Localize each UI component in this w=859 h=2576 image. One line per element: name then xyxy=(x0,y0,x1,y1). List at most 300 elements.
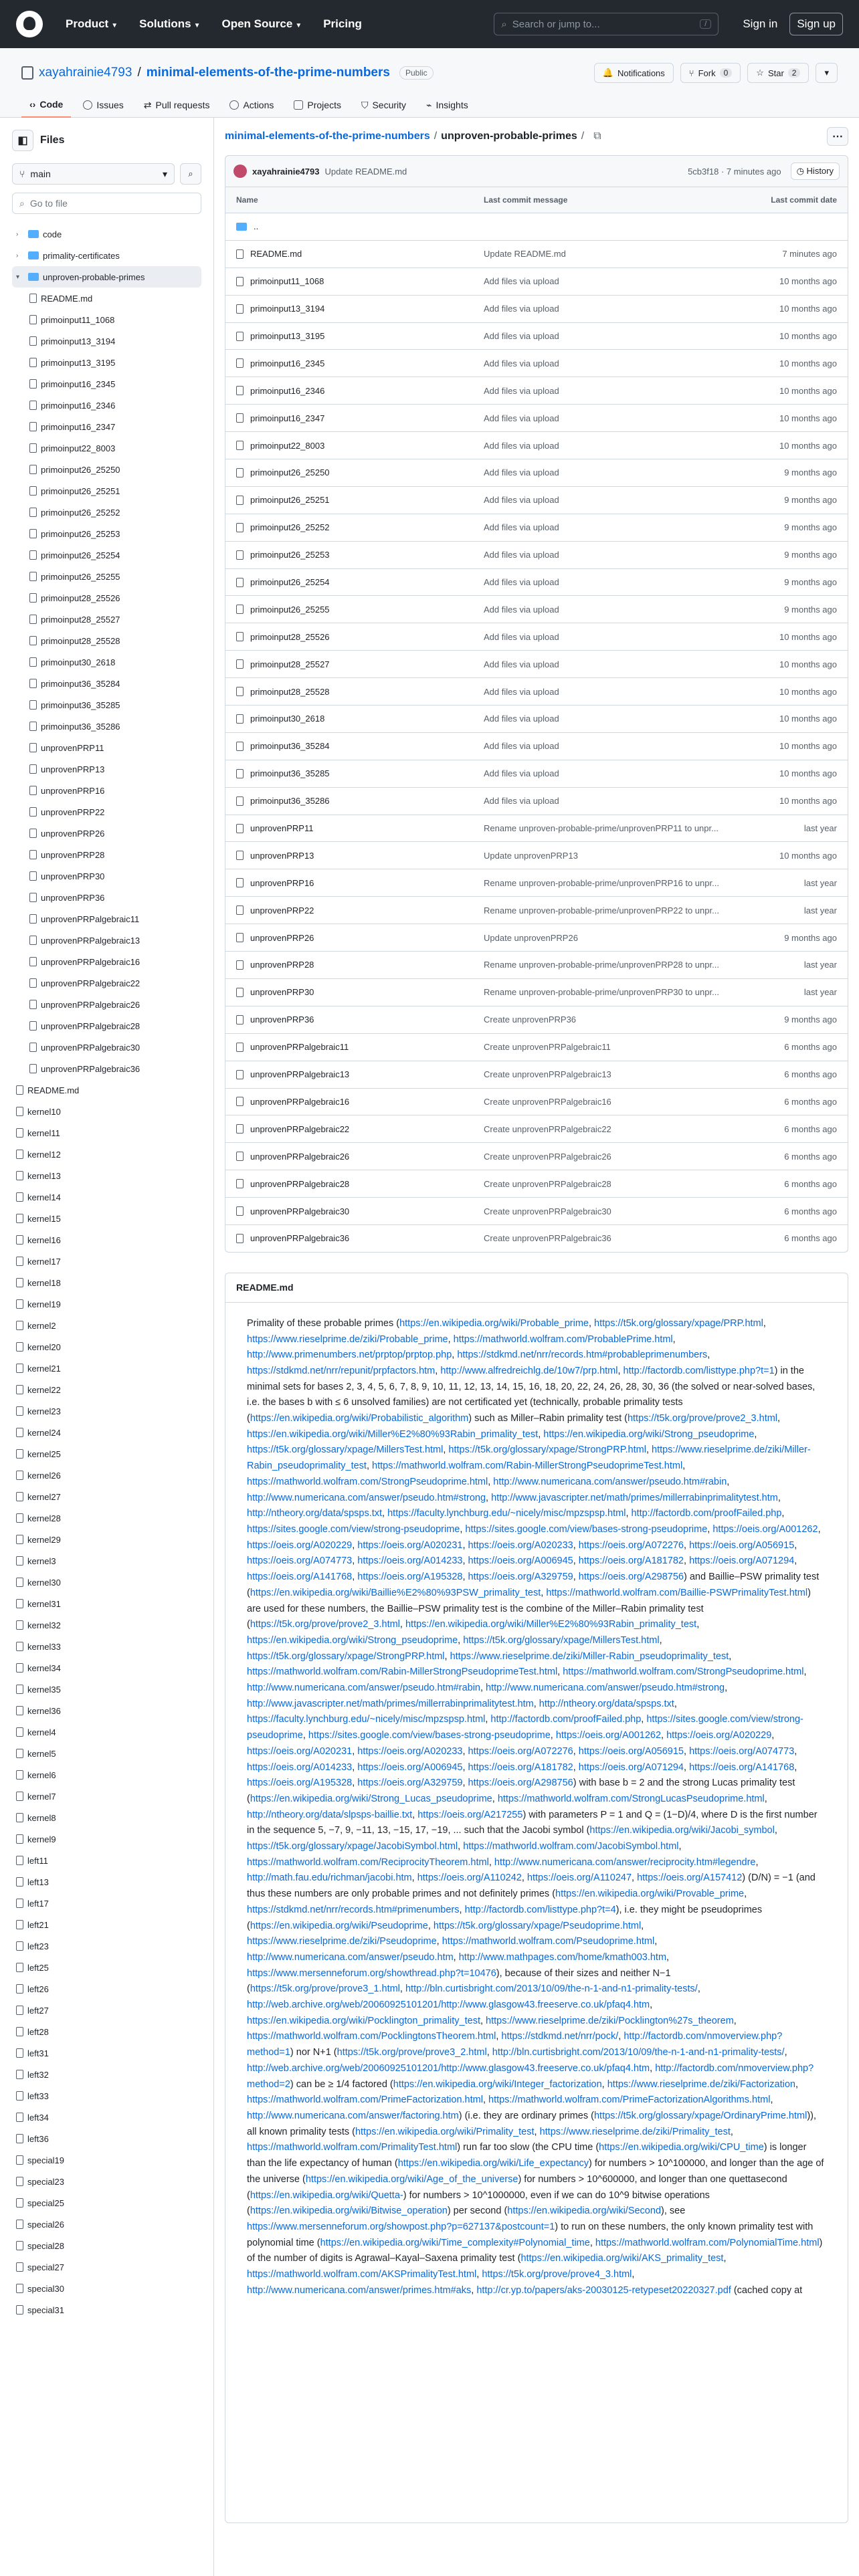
commit-message-cell[interactable]: Rename unproven-probable-prime/unprovenPRP11 to unpr... xyxy=(484,823,719,834)
readme-link[interactable]: https://en.wikipedia.org/wiki/Miller%E2%80%93Rabin_primality_test xyxy=(247,1428,539,1440)
readme-link[interactable]: https://oeis.org/A217255 xyxy=(417,1809,523,1820)
commit-message-cell[interactable]: Create unprovenPRPalgebraic13 xyxy=(484,1069,611,1080)
readme-link[interactable]: https://faculty.lynchburg.edu/~nicely/misc/mpzspsp.html xyxy=(387,1508,626,1519)
table-row[interactable] xyxy=(225,1088,848,1115)
commit-message-cell[interactable]: Create unprovenPRPalgebraic16 xyxy=(484,1096,611,1107)
tree-file[interactable] xyxy=(12,502,201,523)
table-row[interactable] xyxy=(225,349,848,377)
tree-file[interactable] xyxy=(12,566,201,587)
table-row[interactable] xyxy=(225,1170,848,1197)
readme-link[interactable]: https://t5k.org/glossary/xpage/StrongPRP.html xyxy=(247,1650,445,1662)
tree-file[interactable] xyxy=(12,1015,201,1037)
github-logo-icon[interactable] xyxy=(16,11,43,37)
readme-link[interactable]: http://factordb.com/proofFailed.php xyxy=(490,1714,642,1725)
readme-link[interactable]: https://en.wikipedia.org/wiki/Time_complexity#Polynomial_time xyxy=(320,2237,590,2248)
table-row[interactable] xyxy=(225,1115,848,1142)
tree-file[interactable] xyxy=(12,865,201,887)
tree-file[interactable] xyxy=(12,2256,201,2278)
commit-message-cell[interactable]: Update unprovenPRP13 xyxy=(484,850,578,861)
readme-link[interactable]: https://oeis.org/A001262 xyxy=(555,1730,662,1741)
readme-link[interactable]: https://t5k.org/prove/prove2_3.html xyxy=(627,1413,778,1424)
tree-file[interactable] xyxy=(12,1465,201,1486)
commit-message-cell[interactable]: Rename unproven-probable-prime/unprovenPRP30 to unpr... xyxy=(484,987,719,998)
file-name-link[interactable]: unprovenPRPalgebraic36 xyxy=(250,1233,350,1244)
table-row[interactable] xyxy=(225,1224,848,1252)
tree-file[interactable] xyxy=(12,1208,201,1229)
readme-link[interactable]: https://mathworld.wolfram.com/PrimeFactorizationAlgorithms.html xyxy=(488,2095,771,2106)
readme-link[interactable]: http://www.numericana.com/answer/pseudo.htm#rabin xyxy=(247,1683,480,1694)
tree-file[interactable] xyxy=(12,1058,201,1079)
readme-link[interactable]: https://oeis.org/A056915 xyxy=(578,1745,684,1757)
tree-file[interactable] xyxy=(12,1443,201,1465)
table-row[interactable] xyxy=(225,377,848,404)
file-name-link[interactable]: primoinput36_35284 xyxy=(250,741,330,752)
readme-link[interactable]: https://mathworld.wolfram.com/JacobiSymbol.html xyxy=(463,1841,679,1852)
readme-link[interactable]: https://mathworld.wolfram.com/Rabin-MillerStrongPseudoprimeTest.html xyxy=(372,1461,683,1472)
readme-link[interactable]: http://www.numericana.com/answer/reciprocity.htm#legendre xyxy=(494,1856,756,1868)
readme-link[interactable]: https://oeis.org/A141768 xyxy=(689,1761,795,1773)
tree-file[interactable] xyxy=(12,1700,201,1721)
file-name-link[interactable]: primoinput26_25252 xyxy=(250,522,330,533)
table-row[interactable] xyxy=(225,623,848,650)
tree-file[interactable] xyxy=(12,1636,201,1657)
readme-link[interactable]: https://en.wikipedia.org/wiki/Baillie%E2%80%93PSW_primality_test xyxy=(250,1587,541,1598)
commit-hash[interactable]: 5cb3f18 xyxy=(688,166,719,177)
tree-file[interactable] xyxy=(12,1828,201,1850)
tree-file[interactable] xyxy=(12,994,201,1015)
avatar[interactable] xyxy=(233,165,247,178)
tree-file[interactable] xyxy=(12,544,201,566)
readme-link[interactable]: http://www.alfredreichlg.de/10w7/prp.html xyxy=(440,1365,618,1376)
readme-link[interactable]: https://oeis.org/A020233 xyxy=(468,1539,573,1551)
readme-link[interactable]: https://oeis.org/A020231 xyxy=(247,1745,353,1757)
file-name-link[interactable]: primoinput26_25255 xyxy=(250,604,330,615)
readme-link[interactable]: https://en.wikipedia.org/wiki/Probabilistic_algorithm xyxy=(250,1413,469,1424)
tree-file[interactable] xyxy=(12,1764,201,1786)
tree-file[interactable] xyxy=(12,1079,201,1101)
commit-message-cell[interactable]: Add files via upload xyxy=(484,631,559,642)
file-name-link[interactable]: unprovenPRPalgebraic26 xyxy=(250,1151,350,1162)
file-name-link[interactable]: unprovenPRP11 xyxy=(250,823,314,834)
readme-link[interactable]: http://www.javascripter.net/math/primes/millerrabinprimalitytest.htm xyxy=(247,1698,534,1709)
file-name-link[interactable]: primoinput30_2618 xyxy=(250,714,325,724)
readme-link[interactable]: https://oeis.org/A110242 xyxy=(417,1872,522,1884)
tree-file[interactable] xyxy=(12,2299,201,2321)
tree-file[interactable] xyxy=(12,373,201,395)
nav-product[interactable]: Product ▼ xyxy=(66,17,118,30)
tree-file[interactable] xyxy=(12,2107,201,2128)
table-row[interactable] xyxy=(225,978,848,1006)
chevron-right-icon[interactable]: › xyxy=(16,251,19,259)
table-row[interactable] xyxy=(225,650,848,677)
readme-link[interactable]: https://t5k.org/glossary/xpage/StrongPRP.html xyxy=(448,1444,646,1456)
commit-message-cell[interactable]: Add files via upload xyxy=(484,741,559,752)
file-name-link[interactable]: primoinput26_25254 xyxy=(250,577,330,588)
file-name-link[interactable]: unprovenPRP36 xyxy=(250,1014,314,1025)
commit-message-cell[interactable]: Rename unproven-probable-prime/unprovenPRP28 to unpr... xyxy=(484,960,719,970)
readme-link[interactable]: http://web.archive.org/web/20060925101201/http://www.glasgow43.freeserve.co.uk/pfaq4.htm xyxy=(247,2000,650,2011)
tree-file[interactable] xyxy=(12,437,201,459)
tree-file[interactable] xyxy=(12,1807,201,1828)
commit-message-cell[interactable]: Add files via upload xyxy=(484,413,559,423)
tree-file[interactable] xyxy=(12,480,201,502)
readme-link[interactable]: https://oeis.org/A056915 xyxy=(689,1539,795,1551)
tree-file[interactable] xyxy=(12,2278,201,2299)
table-row[interactable] xyxy=(225,514,848,541)
file-name-link[interactable]: primoinput36_35286 xyxy=(250,796,330,807)
readme-link[interactable]: https://mathworld.wolfram.com/ReciprocityTheorem.html xyxy=(247,1856,489,1868)
tree-file[interactable] xyxy=(12,844,201,865)
readme-link[interactable]: http://factordb.com/listtype.php?t=4 xyxy=(464,1904,616,1915)
readme-link[interactable]: https://oeis.org/A071294 xyxy=(689,1555,795,1567)
commit-message-cell[interactable]: Create unprovenPRP36 xyxy=(484,1014,577,1025)
tree-file[interactable] xyxy=(12,887,201,908)
readme-link[interactable]: https://t5k.org/glossary/xpage/Pseudoprime.html xyxy=(433,1920,642,1931)
readme-link[interactable]: http://www.numericana.com/answer/pseudo.htm#rabin xyxy=(493,1476,727,1487)
tree-file[interactable] xyxy=(12,395,201,416)
readme-link[interactable]: https://oeis.org/A195328 xyxy=(357,1572,463,1583)
breadcrumb-repo-link[interactable]: minimal-elements-of-the-prime-numbers xyxy=(225,130,430,142)
tree-file[interactable] xyxy=(12,309,201,330)
commit-message-cell[interactable]: Add files via upload xyxy=(484,550,559,560)
readme-link[interactable]: https://en.wikipedia.org/wiki/Life_expectancy xyxy=(397,2158,589,2169)
tab-security[interactable]: ⛉ Security xyxy=(361,99,407,110)
readme-link[interactable]: https://en.wikipedia.org/wiki/Miller%E2%80%93Rabin_primality_test xyxy=(405,1619,697,1630)
readme-link[interactable]: https://t5k.org/glossary/xpage/MillersTest.html xyxy=(247,1444,444,1456)
readme-link[interactable]: https://en.wikipedia.org/wiki/Strong_pseudoprime xyxy=(543,1428,755,1440)
readme-link[interactable]: https://mathworld.wolfram.com/PocklingtonsTheorem.html xyxy=(247,2031,496,2042)
file-name-link[interactable]: primoinput22_8003 xyxy=(250,440,325,451)
tree-folder[interactable] xyxy=(12,266,201,288)
readme-link[interactable]: https://www.mersenneforum.org/showthread.php?t=10476 xyxy=(247,1967,496,1979)
search-files-button[interactable] xyxy=(180,163,201,185)
tree-file[interactable] xyxy=(12,1935,201,1957)
tree-folder[interactable] xyxy=(12,245,201,266)
readme-link[interactable]: http://bln.curtisbright.com/2013/10/09/the-n-1-and-n1-primality-tests/ xyxy=(405,1983,698,1995)
tree-file[interactable] xyxy=(12,1550,201,1572)
file-name-link[interactable]: primoinput11_1068 xyxy=(250,276,324,287)
tree-file[interactable] xyxy=(12,1679,201,1700)
repo-owner-link[interactable]: xayahrainie4793 xyxy=(39,66,132,80)
table-row[interactable] xyxy=(225,459,848,486)
nav-pricing[interactable]: Pricing xyxy=(323,17,362,30)
commit-message-cell[interactable]: Create unprovenPRPalgebraic36 xyxy=(484,1233,611,1244)
readme-link[interactable]: https://www.rieselprime.de/ziki/Probable_prime xyxy=(247,1333,448,1345)
tree-file[interactable] xyxy=(12,1251,201,1272)
table-row[interactable] xyxy=(225,1197,848,1224)
commit-message-cell[interactable]: Add files via upload xyxy=(484,276,559,287)
readme-link[interactable]: https://t5k.org/glossary/xpage/JacobiSymbol.html xyxy=(247,1841,458,1852)
commit-message-cell[interactable]: Rename unproven-probable-prime/unprovenPRP22 to unpr... xyxy=(484,905,719,916)
commit-message-cell[interactable]: Add files via upload xyxy=(484,440,559,451)
readme-link[interactable]: https://www.rieselprime.de/ziki/Factorization xyxy=(607,2078,795,2090)
table-row[interactable] xyxy=(225,404,848,431)
table-row[interactable] xyxy=(225,213,848,240)
tree-file[interactable] xyxy=(12,459,201,480)
tree-file[interactable] xyxy=(12,737,201,758)
tab-insights[interactable]: ⌁ Insights xyxy=(426,99,468,110)
readme-link[interactable]: https://oeis.org/A329759 xyxy=(357,1778,463,1789)
readme-link[interactable]: https://oeis.org/A181782 xyxy=(468,1761,573,1773)
table-row[interactable] xyxy=(225,924,848,951)
readme-link[interactable]: http://factordb.com/nmoverview.php?method=2 xyxy=(247,2062,814,2090)
file-name-link[interactable]: unprovenPRP16 xyxy=(250,877,314,888)
commit-message-cell[interactable]: Create unprovenPRPalgebraic26 xyxy=(484,1151,611,1162)
table-row[interactable] xyxy=(225,1033,848,1061)
table-row[interactable] xyxy=(225,787,848,815)
readme-link[interactable]: https://en.wikipedia.org/wiki/Jacobi_symbol xyxy=(589,1825,775,1836)
tree-file[interactable] xyxy=(12,2192,201,2214)
readme-link[interactable]: https://mathworld.wolfram.com/Baillie-PSWPrimalityTest.html xyxy=(546,1587,808,1598)
tree-file[interactable] xyxy=(12,694,201,716)
readme-link[interactable]: https://oeis.org/A020231 xyxy=(357,1539,463,1551)
readme-link[interactable]: https://t5k.org/prove/prove2_3.html xyxy=(250,1619,400,1630)
file-name-link[interactable]: primoinput26_25251 xyxy=(250,495,330,506)
readme-link[interactable]: https://oeis.org/A006945 xyxy=(468,1555,573,1567)
tree-file[interactable] xyxy=(12,288,201,309)
readme-link[interactable]: http://www.javascripter.net/math/primes/millerrabinprimalitytest.htm xyxy=(491,1492,778,1503)
readme-link[interactable]: https://mathworld.wolfram.com/StrongPseudoprime.html xyxy=(247,1476,488,1487)
file-name-link[interactable]: unprovenPRPalgebraic22 xyxy=(250,1123,350,1134)
table-row[interactable] xyxy=(225,541,848,568)
readme-link[interactable]: http://ntheory.org/data/spsps.txt xyxy=(247,1508,383,1519)
nav-solutions[interactable]: Solutions ▼ xyxy=(139,17,201,30)
tree-file[interactable] xyxy=(12,1122,201,1144)
readme-link[interactable]: https://mathworld.wolfram.com/Pseudoprime.html xyxy=(442,1936,655,1947)
readme-link[interactable]: https://en.wikipedia.org/wiki/Primality_test xyxy=(355,2126,535,2137)
tree-file[interactable] xyxy=(12,1978,201,2000)
table-row[interactable] xyxy=(225,760,848,787)
commit-message-cell[interactable]: Add files via upload xyxy=(484,304,559,314)
commit-message-cell[interactable]: Add files via upload xyxy=(484,714,559,724)
repo-name-link[interactable]: minimal-elements-of-the-prime-numbers xyxy=(146,66,390,80)
tree-file[interactable] xyxy=(12,1850,201,1871)
tree-file[interactable] xyxy=(12,930,201,951)
tree-file[interactable] xyxy=(12,1422,201,1443)
readme-title[interactable]: README.md xyxy=(236,1282,294,1293)
file-name-link[interactable]: primoinput28_25527 xyxy=(250,659,330,669)
tree-file[interactable] xyxy=(12,716,201,737)
tree-file[interactable] xyxy=(12,1871,201,1893)
tree-file[interactable] xyxy=(12,1293,201,1315)
tree-file[interactable] xyxy=(12,780,201,801)
file-name-link[interactable]: primoinput13_3194 xyxy=(250,304,325,314)
tree-file[interactable] xyxy=(12,972,201,994)
commit-message-cell[interactable]: Add files via upload xyxy=(484,331,559,341)
readme-link[interactable]: https://oeis.org/A195328 xyxy=(247,1778,353,1789)
commit-message-cell[interactable]: Add files via upload xyxy=(484,385,559,396)
tree-file[interactable] xyxy=(12,416,201,437)
tree-file[interactable] xyxy=(12,630,201,651)
tree-file[interactable] xyxy=(12,1315,201,1336)
file-name-link[interactable]: primoinput28_25528 xyxy=(250,686,330,697)
tree-file[interactable] xyxy=(12,2021,201,2042)
file-name-link[interactable]: unprovenPRPalgebraic30 xyxy=(250,1206,350,1216)
readme-link[interactable]: https://oeis.org/A298756 xyxy=(468,1778,573,1789)
file-name-link[interactable]: .. xyxy=(254,221,259,232)
tree-file[interactable] xyxy=(12,1721,201,1743)
file-name-link[interactable]: unprovenPRP22 xyxy=(250,905,314,916)
readme-link[interactable]: https://mathworld.wolfram.com/PrimalityTest.html xyxy=(247,2142,458,2153)
tree-folder[interactable] xyxy=(12,223,201,245)
table-row[interactable] xyxy=(225,1006,848,1033)
readme-link[interactable]: https://en.wikipedia.org/wiki/Provable_prime xyxy=(555,1889,745,1900)
commit-message-cell[interactable]: Update unprovenPRP26 xyxy=(484,932,578,943)
commit-message-cell[interactable]: Add files via upload xyxy=(484,659,559,669)
readme-link[interactable]: https://sites.google.com/view/bases-strong-pseudoprime xyxy=(308,1730,551,1741)
tree-file[interactable] xyxy=(12,2171,201,2192)
readme-link[interactable]: https://t5k.org/prove/prove3_1.html xyxy=(250,1983,400,1995)
sidebar-collapse-icon[interactable]: ◧ xyxy=(12,130,33,151)
tree-file[interactable] xyxy=(12,1186,201,1208)
file-name-link[interactable]: unprovenPRPalgebraic11 xyxy=(250,1042,349,1053)
tree-file[interactable] xyxy=(12,1358,201,1379)
readme-link[interactable]: https://t5k.org/prove/prove4_3.html xyxy=(482,2269,632,2280)
tree-file[interactable] xyxy=(12,1037,201,1058)
tree-file[interactable] xyxy=(12,1507,201,1529)
readme-link[interactable]: https://oeis.org/A141768 xyxy=(247,1572,353,1583)
tree-file[interactable] xyxy=(12,1336,201,1358)
readme-link[interactable]: http://web.archive.org/web/20060925101201/http://www.glasgow43.freeserve.co.uk/pfaq4.htm xyxy=(247,2062,650,2074)
table-row[interactable] xyxy=(225,431,848,459)
table-row[interactable] xyxy=(225,322,848,350)
file-name-link[interactable]: primoinput26_25250 xyxy=(250,467,330,478)
readme-link[interactable]: https://oeis.org/A001262 xyxy=(712,1523,818,1535)
tree-file[interactable] xyxy=(12,673,201,694)
file-name-link[interactable]: primoinput26_25253 xyxy=(250,550,330,560)
readme-link[interactable]: http://www.numericana.com/answer/pseudo.htm#strong xyxy=(486,1683,725,1694)
table-row[interactable] xyxy=(225,951,848,978)
readme-link[interactable]: https://sites.google.com/view/strong-pseudoprime xyxy=(247,1714,803,1741)
tree-file[interactable] xyxy=(12,609,201,630)
commit-message-cell[interactable]: Update README.md xyxy=(484,249,566,259)
table-row[interactable] xyxy=(225,896,848,924)
readme-link[interactable]: https://mathworld.wolfram.com/StrongLucasPseudoprime.html xyxy=(497,1793,765,1804)
chevron-down-icon[interactable]: ▾ xyxy=(16,273,20,281)
readme-link[interactable]: http://ntheory.org/data/spsps.txt xyxy=(539,1698,674,1709)
table-row[interactable] xyxy=(225,295,848,322)
tree-file[interactable] xyxy=(12,1593,201,1614)
readme-link[interactable]: https://www.rieselprime.de/ziki/Primality_test xyxy=(539,2126,731,2137)
readme-link[interactable]: https://www.mersenneforum.org/showpost.php?p=627137&postcount=1 xyxy=(247,2221,555,2232)
commit-message[interactable]: Update README.md xyxy=(324,166,407,177)
tree-file[interactable] xyxy=(12,2064,201,2085)
readme-link[interactable]: https://en.wikipedia.org/wiki/Pseudoprime xyxy=(250,1920,428,1931)
notifications-button[interactable]: 🔔 Notifications xyxy=(594,63,674,83)
readme-link[interactable]: https://www.rieselprime.de/ziki/Miller-Rabin_pseudoprimality_test xyxy=(450,1650,729,1662)
readme-link[interactable]: https://stdkmd.net/nrr/records.htm#primenumbers xyxy=(247,1904,460,1915)
nav-open-source[interactable]: Open Source ▼ xyxy=(221,17,302,30)
tree-file[interactable] xyxy=(12,2149,201,2171)
file-name-link[interactable]: unprovenPRP28 xyxy=(250,960,314,970)
commit-message-cell[interactable]: Add files via upload xyxy=(484,604,559,615)
readme-link[interactable]: http://bln.curtisbright.com/2013/10/09/the-n-1-and-n1-primality-tests/ xyxy=(492,2047,785,2058)
tree-file[interactable] xyxy=(12,1486,201,1507)
readme-link[interactable]: https://oeis.org/A074773 xyxy=(247,1555,353,1567)
tree-file[interactable] xyxy=(12,1379,201,1400)
tree-file[interactable] xyxy=(12,330,201,352)
file-name-link[interactable]: primoinput36_35285 xyxy=(250,768,330,779)
readme-link[interactable]: https://oeis.org/A074773 xyxy=(689,1745,795,1757)
readme-link[interactable]: https://oeis.org/A298756 xyxy=(578,1572,684,1583)
readme-link[interactable]: https://en.wikipedia.org/wiki/AKS_primality_test xyxy=(520,2253,724,2264)
readme-link[interactable]: https://oeis.org/A181782 xyxy=(578,1555,684,1567)
commit-message-cell[interactable]: Create unprovenPRPalgebraic30 xyxy=(484,1206,611,1216)
readme-link[interactable]: https://en.wikipedia.org/wiki/CPU_time xyxy=(599,2142,764,2153)
star-dropdown-button[interactable] xyxy=(816,63,838,83)
tree-file[interactable] xyxy=(12,2042,201,2064)
readme-link[interactable]: https://sites.google.com/view/bases-strong-pseudoprime xyxy=(465,1523,708,1535)
readme-link[interactable]: https://stdkmd.net/nrr/repunit/prpfactors.htm xyxy=(247,1365,436,1376)
table-row[interactable] xyxy=(225,240,848,267)
go-to-file-input[interactable]: ⌕ Go to file xyxy=(12,193,201,214)
tree-file[interactable] xyxy=(12,1914,201,1935)
readme-link[interactable]: https://mathworld.wolfram.com/PrimeFactorization.html xyxy=(247,2095,483,2106)
tree-file[interactable] xyxy=(12,1957,201,1978)
more-options-button[interactable]: ⋯ xyxy=(827,127,848,146)
readme-link[interactable]: https://en.wikipedia.org/wiki/Second xyxy=(507,2206,662,2217)
sign-in-link[interactable]: Sign in xyxy=(743,17,778,30)
readme-link[interactable]: https://en.wikipedia.org/wiki/Integer_factorization xyxy=(393,2078,602,2090)
readme-link[interactable]: https://www.rieselprime.de/ziki/Pseudoprime xyxy=(247,1936,437,1947)
file-name-link[interactable]: unprovenPRPalgebraic16 xyxy=(250,1096,350,1107)
table-row[interactable] xyxy=(225,815,848,842)
chevron-right-icon[interactable]: › xyxy=(16,230,19,238)
table-row[interactable] xyxy=(225,841,848,869)
commit-message-cell[interactable]: Add files via upload xyxy=(484,796,559,807)
commit-message-cell[interactable]: Add files via upload xyxy=(484,686,559,697)
table-row[interactable] xyxy=(225,568,848,596)
readme-link[interactable]: http://factordb.com/listtype.php?t=1 xyxy=(623,1365,775,1376)
table-row[interactable] xyxy=(225,1061,848,1088)
readme-link[interactable]: http://www.numericana.com/answer/factoring.htm xyxy=(247,2111,459,2121)
readme-link[interactable]: http://ntheory.org/data/slpsps-baillie.txt xyxy=(247,1809,413,1820)
branch-selector[interactable]: ⑂ main ▾ xyxy=(12,163,175,185)
table-row[interactable] xyxy=(225,1142,848,1170)
readme-link[interactable]: http://www.numericana.com/answer/primes.htm#aks xyxy=(247,2284,472,2296)
readme-link[interactable]: http://factordb.com/nmoverview.php?method=1 xyxy=(247,2031,783,2058)
readme-link[interactable]: https://oeis.org/A020233 xyxy=(357,1745,463,1757)
tree-file[interactable] xyxy=(12,908,201,930)
readme-link[interactable]: https://en.wikipedia.org/wiki/Age_of_the_universe xyxy=(305,2173,518,2185)
tree-file[interactable] xyxy=(12,1400,201,1422)
table-row[interactable] xyxy=(225,595,848,623)
readme-link[interactable]: https://oeis.org/A157412 xyxy=(637,1872,743,1884)
readme-link[interactable]: https://oeis.org/A006945 xyxy=(357,1761,463,1773)
readme-link[interactable]: http://factordb.com/proofFailed.php xyxy=(631,1508,782,1519)
tree-file[interactable] xyxy=(12,1614,201,1636)
readme-link[interactable]: https://www.rieselprime.de/ziki/Pocklington%27s_theorem xyxy=(486,2015,734,2026)
readme-link[interactable]: https://stdkmd.net/nrr/pock/ xyxy=(501,2031,619,2042)
file-name-link[interactable]: README.md xyxy=(250,249,302,259)
tree-file[interactable] xyxy=(12,2128,201,2149)
readme-link[interactable]: https://t5k.org/glossary/xpage/PRP.html xyxy=(594,1317,763,1329)
readme-link[interactable]: https://mathworld.wolfram.com/StrongPseudoprime.html xyxy=(563,1667,804,1678)
readme-link[interactable]: https://en.wikipedia.org/wiki/Bitwise_operation xyxy=(250,2206,448,2217)
tree-file[interactable] xyxy=(12,2214,201,2235)
readme-link[interactable]: http://www.numericana.com/answer/pseudo.htm xyxy=(247,1951,454,1963)
readme-link[interactable]: https://en.wikipedia.org/wiki/Quetta- xyxy=(250,2189,403,2201)
readme-link[interactable]: https://mathworld.wolfram.com/Rabin-MillerStrongPseudoprimeTest.html xyxy=(247,1667,558,1678)
commit-message-cell[interactable]: Create unprovenPRPalgebraic22 xyxy=(484,1123,611,1134)
commit-author-link[interactable]: xayahrainie4793 xyxy=(252,166,320,177)
sign-up-button[interactable]: Sign up xyxy=(789,13,843,35)
commit-message-cell[interactable]: Add files via upload xyxy=(484,522,559,533)
tree-file[interactable] xyxy=(12,523,201,544)
tab-issues[interactable]: Issues xyxy=(75,92,131,118)
table-row[interactable] xyxy=(225,705,848,732)
tree-file[interactable] xyxy=(12,2235,201,2256)
